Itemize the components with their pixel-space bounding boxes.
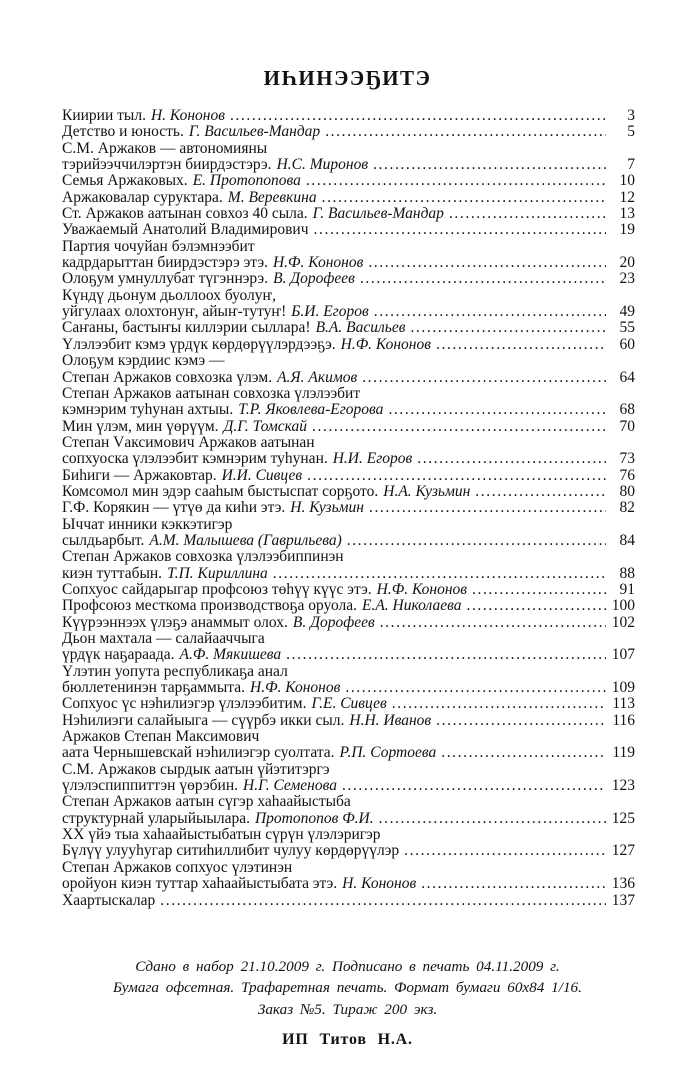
toc-entry-title: Күндү дьонум дьоллоох буолуҥ, (62, 286, 277, 304)
toc-entry-title: Биһиги — Аржаковтар. (62, 466, 217, 484)
dot-leader (410, 320, 606, 336)
dot-leader (325, 124, 606, 140)
toc-entry-page-number: 109 (611, 679, 635, 697)
toc-entry-title: Үлэлээбит кэмэ үрдүк көрдөрүүлэрдээҕэ. (62, 335, 336, 353)
toc-entry (62, 206, 635, 222)
toc-entry-author: Н.Ф. Кононов (376, 580, 467, 598)
toc-entry (62, 778, 635, 794)
toc-entry (62, 190, 635, 206)
toc-entry (62, 451, 635, 467)
toc-entry (62, 647, 635, 663)
toc-entry-title: Степан Vаксимович Аржаков аатынан (62, 433, 315, 451)
toc-entry (62, 157, 635, 173)
toc-entry (62, 582, 635, 598)
toc-entry-page-number: 127 (611, 842, 635, 860)
toc-entry-title: Степан Аржаков аатынан совхозка үлэлээбит (62, 384, 361, 402)
toc-entry (62, 843, 635, 859)
toc-entry (62, 484, 635, 500)
toc-entry-author: Н.С. Миронов (276, 156, 369, 174)
toc-entry-title: Степан Аржаков совхозка үлэм. (62, 368, 273, 386)
toc-entry (62, 745, 635, 761)
toc-entry-author: Н. Кузьмин (290, 499, 364, 517)
toc-entry (62, 664, 635, 680)
toc-entry-title: Аржаков Степан Максимович (62, 728, 260, 746)
toc-entry (62, 811, 635, 827)
dot-leader (360, 271, 606, 287)
toc-entry-title: Мин үлэм, мин үөрүүм. (62, 417, 219, 435)
toc-entry (62, 566, 635, 582)
toc-entry-page-number: 68 (619, 401, 635, 419)
dot-leader (472, 582, 606, 598)
toc-entry-page-number: 55 (619, 319, 635, 337)
dot-leader (436, 337, 606, 353)
toc-entry-author: Н. Кононов (150, 107, 225, 124)
toc-entry (62, 370, 635, 386)
toc-entry-title: Степан Аржаков совхозка үлэлээбиппинэн (62, 548, 344, 566)
toc-entry-title: Хаартыскалар (62, 891, 156, 909)
toc-entry-author: Н.Ф. Кононов (272, 254, 364, 272)
toc-entry-title: оройуон киэн туттар хаһаайыстыбата этэ. (62, 875, 338, 893)
toc-entry-title: Семья Аржаковых. (62, 172, 188, 190)
toc-entry-page-number: 113 (612, 695, 635, 713)
toc-entry-page-number: 49 (619, 303, 635, 321)
dot-leader (475, 484, 606, 500)
toc-entry-author: Б.И. Егоров (291, 303, 369, 321)
toc-entry (62, 173, 635, 189)
dot-leader (404, 843, 606, 859)
toc-entry (62, 876, 635, 892)
toc-entry (62, 353, 635, 369)
toc-entry-title: Комсомол мин эдэр сааһым быстыспат сорҕото. (62, 482, 379, 500)
toc-entry-title: Сопхуос үс нэһилиэгэр үлэлээбитим. (62, 695, 307, 713)
toc-entry (62, 615, 635, 631)
toc-entry (62, 762, 635, 778)
colophon-line: Заказ №5. Тираж 200 экз. (257, 1000, 438, 1018)
toc-entry-title: кэмнэрим туһунан ахтыы. (62, 401, 234, 419)
toc-entry-title: XX үйэ тыа хаһаайыстыбатын сүрүн үлэлэригэр (62, 826, 381, 844)
toc-entry-page-number: 73 (619, 450, 635, 468)
dot-leader (322, 190, 606, 206)
toc-entry-title: С.М. Аржаков сырдык аатын үйэтитэргэ (62, 760, 330, 778)
colophon (0, 956, 695, 1021)
toc-entry-author: В. Дорофеев (273, 270, 355, 288)
toc-entry (62, 517, 635, 533)
toc-entry-title: Уважаемый Анатолий Владимирович (62, 221, 309, 239)
toc-entry-page-number: 12 (619, 188, 635, 206)
toc-entry-author: Е. Протопопова (192, 172, 301, 190)
dot-leader (388, 402, 606, 418)
toc-entry (62, 631, 635, 647)
toc-entry-author: А.Ф. Мякишева (179, 646, 282, 664)
toc-entry-author: В.А. Васильев (315, 319, 406, 337)
toc-entry-title: Степан Аржаков сопхуос үлэтинэн (62, 858, 293, 876)
toc-entry-title: Олоҕум умнуллубат түгэннэрэ. (62, 270, 269, 288)
toc-entry-page-number: 100 (611, 597, 635, 615)
toc-entry (62, 533, 635, 549)
toc-entry (62, 680, 635, 696)
dot-leader (379, 811, 606, 827)
toc-entry-page-number: 10 (619, 172, 635, 190)
toc-entry-author: Р.П. Сортоева (339, 744, 437, 762)
toc-entry (62, 222, 635, 238)
toc-entry-title: үрдүк наҕараада. (62, 646, 175, 664)
toc-entry (62, 304, 635, 320)
dot-leader (368, 255, 606, 271)
toc-entry-page-number: 20 (619, 254, 635, 272)
toc-entry-title: Сопхуос сайдарыгар профсоюз төһүү күүс этэ. (62, 580, 372, 598)
toc-entry-author: А.М. Малышева (Гаврильева) (149, 531, 342, 549)
toc-entry-author: М. Веревкина (227, 188, 317, 206)
toc-entry-title: Ыччат инники кэккэтигэр (62, 515, 233, 533)
toc-entry-title: Г.Ф. Корякин — үтүө да киһи этэ. (62, 499, 286, 517)
toc-entry-page-number: 60 (619, 335, 635, 353)
toc-entry-page-number: 137 (611, 891, 635, 909)
toc-entry-title: Саҥаны, бастыҥы киллэрии сыллара! (62, 319, 311, 337)
toc-entry-author: Н.Н. Иванов (349, 711, 432, 729)
toc-entry-page-number: 3 (627, 107, 635, 124)
toc-entry-page-number: 125 (611, 809, 635, 827)
dot-leader (466, 598, 606, 614)
toc-entry-page-number: 107 (611, 646, 635, 664)
toc-entry-title: Дьон махтала — салайааччыга (62, 630, 265, 647)
toc-entry-author: Е.А. Николаева (362, 597, 462, 615)
toc-entry-title: Детство и юность. (62, 123, 184, 141)
toc-entry (62, 696, 635, 712)
colophon-line: Бумага офсетная. Трафаретная печать. Формат бумаги 60х84 1/16. (113, 979, 582, 997)
dot-leader (286, 647, 606, 663)
dot-leader (273, 566, 606, 582)
toc-entry-page-number: 13 (619, 205, 635, 223)
toc-entry-title: тэрийээччилэртэн биирдэстэрэ. (62, 156, 272, 174)
toc-entry-author: Протопопов Ф.И. (254, 809, 374, 827)
toc-entry-author: Н.Г. Семенова (243, 777, 337, 795)
toc-entry-title: Партия чочуйан бэлэмнээбит (62, 237, 255, 255)
toc-entry-title: Бүлүү улууһугар ситиһиллибит чулуу көрдөрүүлэр (62, 842, 400, 860)
toc-entry-page-number: 119 (612, 744, 635, 762)
toc-entry (62, 713, 635, 729)
dot-leader (307, 468, 606, 484)
dot-leader (449, 206, 606, 222)
dot-leader (306, 173, 606, 189)
toc-entry-page-number: 82 (619, 499, 635, 517)
toc-entry-title: сылдьарбыт. (62, 531, 145, 549)
toc-entry (62, 827, 635, 843)
toc-entry-page-number: 19 (619, 221, 635, 239)
page-title: ИҺИНЭЭҔИТЭ (263, 66, 432, 90)
toc-entry-author: И.И. Сивцев (221, 466, 303, 484)
toc-entry-page-number: 88 (619, 564, 635, 582)
dot-leader (373, 157, 606, 173)
toc-entry-page-number: 76 (619, 466, 635, 484)
toc-entry (62, 794, 635, 810)
toc-entry (62, 141, 635, 157)
toc-entry (62, 435, 635, 451)
toc-entry-page-number: 5 (627, 123, 635, 141)
dot-leader (436, 713, 606, 729)
toc-entry-title: Аржаковалар суруктара. (62, 188, 223, 206)
dot-leader (374, 304, 606, 320)
toc-entry-author: Д.Г. Томскай (223, 417, 308, 435)
toc-entry-author: Т.Р. Яковлева-Егорова (238, 401, 384, 419)
dot-leader (380, 615, 606, 631)
toc-entry-author: Г. Васильев-Мандар (312, 205, 444, 223)
colophon-line: Сдано в набор 21.10.2009 г. Подписано в печать 04.11.2009 г. (135, 957, 560, 975)
toc-entry-title: С.М. Аржаков — автономияны (62, 139, 268, 157)
dot-leader (312, 419, 606, 435)
dot-leader (392, 696, 606, 712)
toc-entry-title: структурнай уларыйыылара. (62, 809, 250, 827)
toc-entry-page-number: 91 (619, 580, 635, 598)
toc-entry (62, 271, 635, 287)
toc-entry-author: Н.И. Егоров (332, 450, 413, 468)
dot-leader (230, 108, 606, 124)
toc-list (0, 108, 695, 909)
toc-entry-page-number: 70 (619, 417, 635, 435)
toc-entry (62, 239, 635, 255)
toc-entry-page-number: 116 (612, 711, 635, 729)
publisher-imprint: ИП Титов Н.А. (282, 1031, 413, 1049)
toc-entry-title: Киирии тыл. (62, 107, 146, 124)
dot-leader (369, 500, 606, 516)
toc-entry (62, 860, 635, 876)
dot-leader (160, 893, 606, 909)
toc-entry (62, 402, 635, 418)
toc-entry-page-number: 102 (611, 613, 635, 631)
toc-entry (62, 108, 635, 124)
toc-entry-title: Ст. Аржаков аатынан совхоз 40 сыла. (62, 205, 308, 223)
toc-entry (62, 729, 635, 745)
toc-entry-author: В. Дорофеев (292, 613, 375, 631)
toc-entry-title: аата Чернышевскай нэһилиэгэр суолтата. (62, 744, 335, 762)
toc-entry-title: кадрдарыттан биирдэстэрэ этэ. (62, 254, 268, 272)
toc-entry (62, 124, 635, 140)
toc-entry (62, 320, 635, 336)
toc-entry-title: Олоҕум кэрдиис кэмэ — (62, 352, 225, 370)
dot-leader (362, 370, 606, 386)
dot-leader (417, 451, 606, 467)
dot-leader (421, 876, 606, 892)
toc-entry-title: киэн туттабын. (62, 564, 163, 582)
toc-entry-page-number: 23 (619, 270, 635, 288)
toc-entry-author: Т.П. Кириллина (167, 564, 268, 582)
toc-entry-title: Профсоюз месткома производствоҕа оруола. (62, 597, 357, 615)
toc-entry-title: сопхуоска үлэлээбит кэмнэрим туһунан. (62, 450, 328, 468)
toc-entry-title: Нэһилиэги салайыыга — сүүрбэ икки сыл. (62, 711, 345, 729)
toc-entry (62, 468, 635, 484)
toc-entry-author: Н.А. Кузьмин (383, 482, 471, 500)
toc-entry (62, 893, 635, 909)
toc-entry-title: уйгулаах олохтонуҥ, айыҥ-тутуҥ! (62, 303, 287, 321)
toc-entry-title: бюллетенинэн тарҕаммыта. (62, 679, 245, 697)
dot-leader (441, 745, 606, 761)
toc-entry-title: үлэлэспиппиттэн үөрэбин. (62, 777, 238, 795)
dot-leader (342, 778, 606, 794)
toc-entry-title: Күүрээннээх үлэҕэ анаммыт олох. (62, 613, 288, 631)
toc-entry (62, 255, 635, 271)
dot-leader (314, 222, 606, 238)
toc-entry-author: А.Я. Акимов (277, 368, 358, 386)
toc-entry-author: Н.Ф. Кононов (250, 679, 341, 697)
toc-entry (62, 386, 635, 402)
toc-entry-author: Н.Ф. Кононов (340, 335, 431, 353)
toc-entry-page-number: 136 (611, 875, 635, 893)
toc-entry-author: Г.Е. Сивцев (311, 695, 387, 713)
toc-entry (62, 419, 635, 435)
toc-entry (62, 598, 635, 614)
toc-entry-page-number: 123 (611, 777, 635, 795)
toc-entry-title: Степан Аржаков аатын сүгэр хаһаайыстыба (62, 793, 351, 811)
toc-entry-author: Н. Кононов (342, 875, 417, 893)
toc-entry-page-number: 84 (619, 531, 635, 549)
toc-entry-page-number: 80 (619, 482, 635, 500)
dot-leader (345, 680, 606, 696)
toc-entry-page-number: 64 (619, 368, 635, 386)
toc-entry (62, 288, 635, 304)
toc-entry (62, 500, 635, 516)
toc-entry-page-number: 7 (627, 156, 635, 174)
toc-entry-author: Г. Васильев-Мандар (188, 123, 321, 141)
dot-leader (347, 533, 606, 549)
toc-entry (62, 337, 635, 353)
toc-entry-title: Үлэтин уопута республикаҕа анал (62, 662, 288, 680)
toc-entry (62, 549, 635, 565)
